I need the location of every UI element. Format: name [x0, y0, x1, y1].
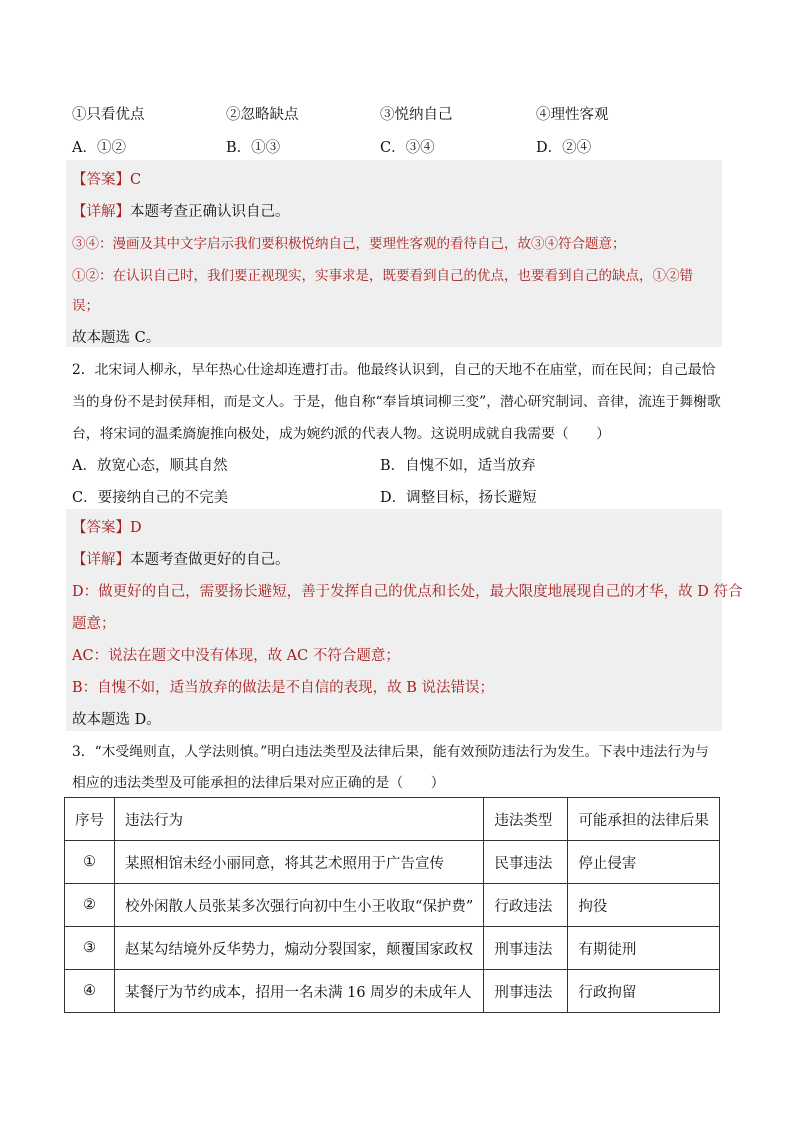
row-behavior: 校外闲散人员张某多次强行向初中生小王收取“保护费”: [115, 884, 484, 927]
row-index: ①: [65, 841, 115, 884]
q2-option-d: D．调整目标，扬长避短: [380, 490, 537, 506]
q1-option-c: C．③④: [380, 140, 435, 156]
q3-stem-1: 3．“木受绳则直，人学法则慎。”明白违法类型及法律后果，能有效预防违法行为发生。下表中违法行为与: [72, 744, 709, 760]
q1-item-4: ④理性客观: [536, 107, 609, 123]
row-type: 刑事违法: [484, 970, 568, 1013]
row-behavior: 某餐厅为节约成本，招用一名未满 16 周岁的未成年人: [115, 970, 484, 1013]
row-behavior: 某照相馆未经小丽同意，将其艺术照用于广告宣传: [115, 841, 484, 884]
header-type: 违法类型: [484, 798, 568, 841]
row-type: 民事违法: [484, 841, 568, 884]
q1-detail: 本题考查正确认识自己。: [130, 204, 290, 220]
q1-item-2: ②忽略缺点: [226, 107, 299, 123]
q2-detail: 本题考查做更好的自己。: [130, 552, 290, 568]
q2-stem-3: 台，将宋词的温柔旖旎推向极处，成为婉约派的代表人物。这说明成就自我需要（ ）: [72, 426, 611, 442]
q2-option-b: B．自愧不如，适当放弃: [380, 458, 536, 474]
header-behavior: 违法行为: [115, 798, 484, 841]
row-consequence: 行政拘留: [568, 970, 720, 1013]
q2-detail-line: [72, 548, 290, 569]
row-behavior: 赵某勾结境外反华势力，煽动分裂国家，颠覆国家政权: [115, 927, 484, 970]
row-index: ②: [65, 884, 115, 927]
table-row: [65, 927, 720, 970]
q2-analysis-3: AC：说法在题文中没有体现，故 AC 不符合题意；: [72, 648, 400, 664]
q3-stem-2: 相应的违法类型及可能承担的法律后果对应正确的是（ ）: [72, 775, 445, 791]
header-consequence: 可能承担的法律后果: [568, 798, 720, 841]
q2-analysis-2: 题意；: [72, 616, 116, 632]
q2-option-c: C．要接纳自己的不完美: [72, 490, 229, 506]
q1-detail-line: [72, 200, 290, 221]
q1-analysis-1: ③④：漫画及其中文字启示我们要积极悦纳自己，要理性客观的看待自己，故③④符合题意；: [72, 236, 626, 252]
q2-answer-line: [72, 516, 142, 537]
table-row: [65, 884, 720, 927]
row-consequence: 拘役: [568, 884, 720, 927]
q1-analysis-2: ①②：在认识自己时，我们要正视现实，实事求是，既要看到自己的优点，也要看到自己的缺点，①②错: [72, 268, 693, 284]
table-row: [65, 970, 720, 1013]
header-index: 序号: [65, 798, 115, 841]
answer-tag: 【答案】: [72, 172, 130, 188]
table-header-row: [65, 798, 720, 841]
q1-option-d: D．②④: [536, 140, 592, 156]
q2-answer-block: [66, 509, 722, 731]
row-index: ④: [65, 970, 115, 1013]
q1-conclusion: 故本题选 C。: [72, 330, 161, 346]
q2-stem-1: 2．北宋词人柳永，早年热心仕途却连遭打击。他最终认识到，自己的天地不在庙堂，而在民间；自己最恰: [72, 362, 716, 378]
q2-conclusion: 故本题选 D。: [72, 712, 161, 728]
detail-tag: 【详解】: [72, 552, 130, 568]
q2-option-a: A．放宽心态，顺其自然: [72, 458, 228, 474]
q2-answer: D: [130, 520, 142, 536]
detail-tag: 【详解】: [72, 204, 130, 220]
q2-analysis-4: B：自愧不如，适当放弃的做法是不自信的表现，故 B 说法错误；: [72, 680, 495, 696]
q1-answer: C: [130, 172, 142, 188]
q1-option-b: B．①③: [226, 140, 281, 156]
q1-item-3: ③悦纳自己: [380, 107, 453, 123]
answer-tag: 【答案】: [72, 520, 130, 536]
q2-stem-2: 当的身份不是封侯拜相，而是文人。于是，他自称“奉旨填词柳三变”，潜心研究制词、音律，流连于舞榭歌: [72, 394, 721, 410]
q1-option-a: A．①②: [72, 140, 126, 156]
q2-analysis-1: D：做更好的自己，需要扬长避短，善于发挥自己的优点和长处，最大限度地展现自己的才华，故 D 符合: [72, 584, 743, 600]
row-consequence: 停止侵害: [568, 841, 720, 884]
row-consequence: 有期徒刑: [568, 927, 720, 970]
table-row: [65, 841, 720, 884]
q1-analysis-3: 误；: [72, 298, 99, 314]
row-type: 行政违法: [484, 884, 568, 927]
row-type: 刑事违法: [484, 927, 568, 970]
q1-answer-line: [72, 168, 141, 189]
row-index: ③: [65, 927, 115, 970]
q1-answer-block: [66, 160, 722, 347]
q3-table: [64, 797, 720, 1013]
q1-item-1: ①只看优点: [72, 107, 145, 123]
